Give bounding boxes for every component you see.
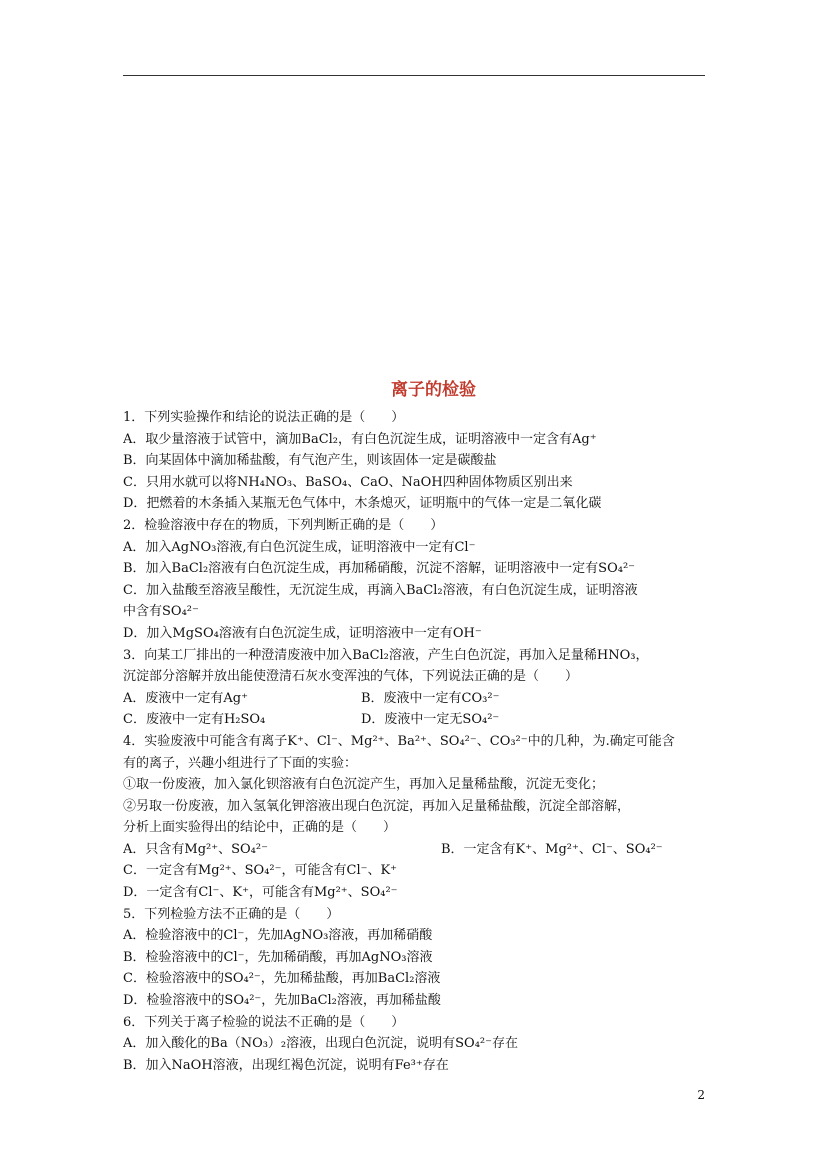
text-line: 3．向某工厂排出的一种澄清废液中加入BaCl₂溶液，产生白色沉淀，再加入足量稀HNO₃， bbox=[123, 647, 649, 663]
text-line: D．检验溶液中的SO₄²⁻，先加BaCl₂溶液，再加稀盐酸 bbox=[123, 993, 441, 1009]
text-line: 有的离子，兴趣小组进行了下面的实验： bbox=[123, 755, 358, 771]
text-line bbox=[123, 709, 705, 731]
page-title: 离子的检验 bbox=[391, 380, 476, 400]
option-left: A．只含有Mg²⁺、SO₄²⁻ bbox=[123, 841, 268, 857]
option-left: C．废液中一定有H₂SO₄ bbox=[123, 712, 266, 728]
text-line: D．一定含有Cl⁻、K⁺，可能含有Mg²⁺、SO₄²⁻ bbox=[123, 885, 398, 901]
text-line: 分析上面实验得出的结论中，正确的是（ ） bbox=[123, 820, 397, 836]
page-number: 2 bbox=[697, 1088, 705, 1102]
text-line: D．把燃着的木条插入某瓶无色气体中，木条熄灭，证明瓶中的气体一定是二氧化碳 bbox=[123, 496, 602, 512]
text-line: 1．下列实验操作和结论的说法正确的是（ ） bbox=[123, 410, 405, 425]
text-line: C．一定含有Mg²⁺、SO₄²⁻，可能含有Cl⁻、K⁺ bbox=[123, 863, 398, 879]
text-line: C．只用水就可以将NH₄NO₃、BaSO₄、CaO、NaOH四种固体物质区别出来 bbox=[123, 474, 573, 490]
text-line: B．检验溶液中的Cl⁻，先加稀硝酸，再加AgNO₃溶液 bbox=[123, 949, 433, 965]
text-line: 沉淀部分溶解并放出能使澄清石灰水变浑浊的气体，下列说法正确的是（ ） bbox=[123, 669, 579, 685]
text-line bbox=[123, 839, 705, 861]
text-line: 2．检验溶液中存在的物质，下列判断正确的是（ ） bbox=[123, 517, 444, 533]
option-right: D．废液中一定无SO₄²⁻ bbox=[361, 712, 500, 728]
text-line: A．取少量溶液于试管中，滴加BaCl₂，有白色沉淀生成，证明溶液中一定含有Ag⁺ bbox=[123, 431, 597, 447]
header-rule bbox=[123, 75, 705, 76]
text-line: A．加入酸化的Ba（NO₃）₂溶液，出现白色沉淀，说明有SO₄²⁻存在 bbox=[123, 1036, 518, 1052]
text-line bbox=[123, 688, 705, 710]
text-line: 4．实验废液中可能含有离子K⁺、Cl⁻、Mg²⁺、Ba²⁺、SO₄²⁻、CO₃²⁻中的几种，为.确定可能含 bbox=[123, 733, 675, 749]
option-left: A．废液中一定有Ag⁺ bbox=[123, 690, 248, 706]
option-right: B．一定含有K⁺、Mg²⁺、Cl⁻、SO₄²⁻ bbox=[441, 841, 663, 857]
question-list bbox=[123, 407, 705, 1076]
text-line: 中含有SO₄²⁻ bbox=[123, 604, 199, 620]
text-line: C．加入盐酸至溶液呈酸性，无沉淀生成，再滴入BaCl₂溶液，有白色沉淀生成，证明溶液 bbox=[123, 582, 638, 598]
text-line: C．检验溶液中的SO₄²⁻，先加稀盐酸，再加BaCl₂溶液 bbox=[123, 971, 441, 987]
text-line: A．检验溶液中的Cl⁻，先加AgNO₃溶液，再加稀硝酸 bbox=[123, 928, 433, 944]
text-line: 6．下列关于离子检验的说法不正确的是（ ） bbox=[123, 1014, 405, 1030]
text-line: B．加入NaOH溶液，出现红褐色沉淀，说明有Fe³⁺存在 bbox=[123, 1057, 449, 1073]
text-line: ①取一份废液，加入氯化钡溶液有白色沉淀产生，再加入足量稀盐酸，沉淀无变化； bbox=[123, 777, 605, 793]
text-line: 5．下列检验方法不正确的是（ ） bbox=[123, 906, 340, 922]
option-right: B．废液中一定有CO₃²⁻ bbox=[361, 690, 500, 706]
text-line: ②另取一份废液，加入氢氧化钾溶液出现白色沉淀，再加入足量稀盐酸，沉淀全部溶解， bbox=[123, 798, 631, 814]
text-line: B．加入BaCl₂溶液有白色沉淀生成，再加稀硝酸，沉淀不溶解，证明溶液中一定有SO₄²⁻ bbox=[123, 561, 636, 577]
text-line: B．向某固体中滴加稀盐酸，有气泡产生，则该固体一定是碳酸盐 bbox=[123, 453, 497, 469]
text-line: D．加入MgSO₄溶液有白色沉淀生成，证明溶液中一定有OH⁻ bbox=[123, 625, 482, 641]
text-line: A．加入AgNO₃溶液,有白色沉淀生成，证明溶液中一定有Cl⁻ bbox=[123, 539, 476, 555]
